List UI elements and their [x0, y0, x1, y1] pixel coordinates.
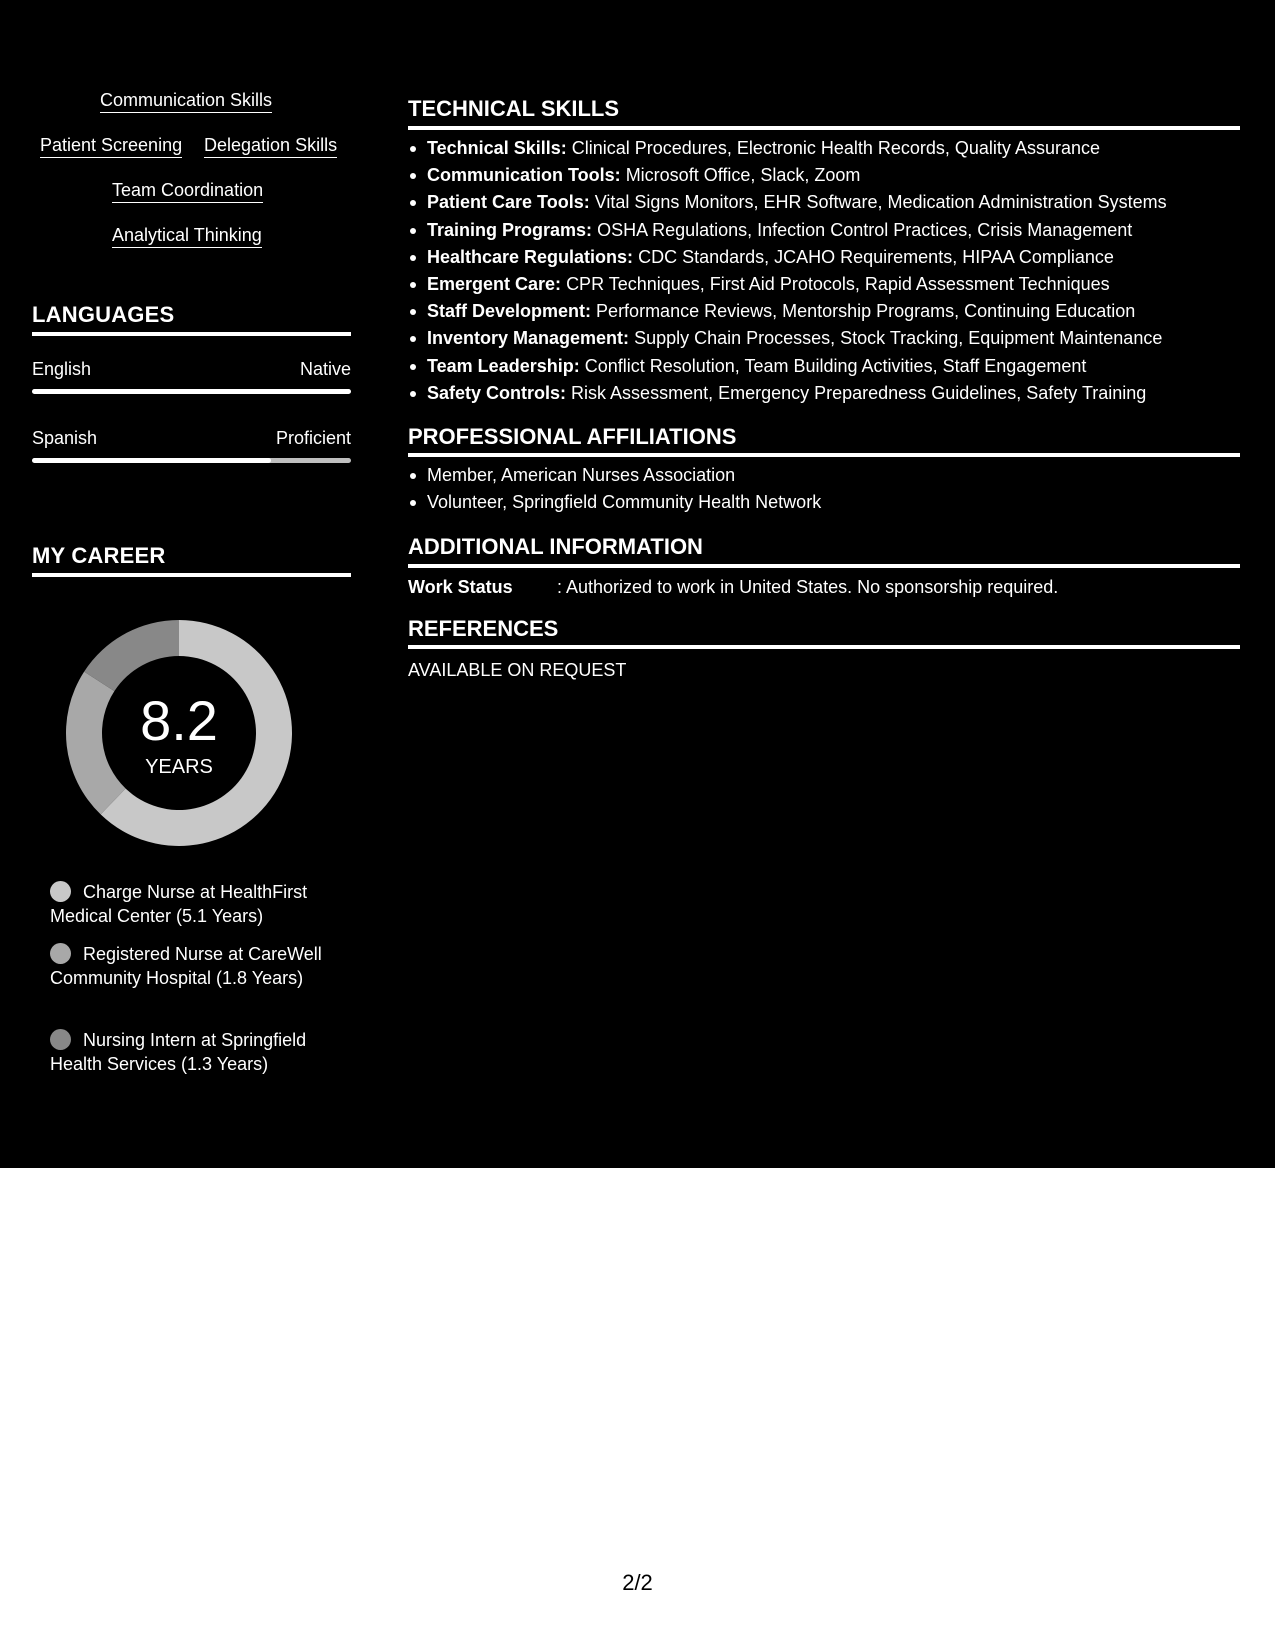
language-name: English	[32, 359, 92, 379]
list-item	[408, 135, 1240, 162]
career-donut-chart	[66, 620, 292, 846]
skill-category-label: Patient Care Tools:	[427, 192, 590, 213]
affiliations-divider	[408, 453, 1240, 457]
references-heading: REFERENCES	[408, 616, 559, 641]
career-legend-label: Nursing Intern at Springfield Health Services (1.3 Years)	[50, 1030, 307, 1074]
skill-category-label: Staff Development:	[427, 301, 592, 322]
career-divider	[32, 573, 351, 577]
list-item	[408, 244, 1240, 271]
career-donut-segment	[66, 672, 126, 815]
sidebar	[0, 0, 382, 1168]
skill-category-label: Healthcare Regulations:	[427, 246, 634, 267]
references-divider	[408, 645, 1240, 649]
career-legend-item	[50, 1028, 330, 1076]
affiliations-heading: PROFESSIONAL AFFILIATIONS	[408, 424, 737, 449]
technical-skills-divider	[408, 126, 1240, 130]
skill-category-text: OSHA Regulations, Infection Control Practices, Crisis Management	[597, 219, 1133, 240]
skill-category-label: Safety Controls:	[427, 382, 567, 403]
skill-category-label: Team Leadership:	[427, 355, 580, 376]
list-item: Volunteer, Springfield Community Health Network	[408, 489, 1240, 516]
skill-category-text: Vital Signs Monitors, EHR Software, Medication Administration Systems	[594, 192, 1167, 213]
languages-heading: LANGUAGES	[32, 302, 175, 327]
skill-tag: Patient Screening	[40, 134, 182, 158]
skill-category-label: Emergent Care:	[427, 274, 562, 295]
skill-category-label: Technical Skills:	[427, 138, 567, 158]
career-heading: MY CAREER	[32, 543, 166, 568]
references-text: AVAILABLE ON REQUEST	[408, 660, 627, 680]
language-proficiency-fill	[32, 389, 351, 394]
skill-category-text: Supply Chain Processes, Stock Tracking, Equipment Maintenance	[634, 328, 1163, 349]
languages-divider	[32, 332, 351, 336]
skill-category-text: Clinical Procedures, Electronic Health Records, Quality Assurance	[571, 138, 1100, 158]
skill-category-text: CDC Standards, JCAHO Requirements, HIPAA Compliance	[638, 246, 1114, 267]
skill-category-text: Performance Reviews, Mentorship Programs, Continuing Education	[596, 301, 1136, 322]
work-status-value: : Authorized to work in United States. No sponsorship required.	[557, 577, 1059, 597]
skill-category-text: Conflict Resolution, Team Building Activities, Staff Engagement	[584, 355, 1087, 376]
language-proficiency-bar	[32, 389, 351, 394]
career-legend-item	[50, 880, 330, 928]
affiliations-list	[408, 462, 1240, 516]
career-legend-dot	[50, 1029, 71, 1050]
list-item	[408, 189, 1240, 216]
career-total-unit: YEARS	[145, 756, 213, 778]
skill-tag: Delegation Skills	[204, 134, 337, 158]
technical-skills-list	[408, 135, 1240, 407]
skill-category-text: CPR Techniques, First Aid Protocols, Rapid Assessment Techniques	[566, 274, 1110, 295]
career-legend-dot	[50, 943, 71, 964]
additional-info-divider	[408, 564, 1240, 568]
work-status-label: Work Status	[408, 577, 513, 597]
list-item	[408, 380, 1240, 407]
page-number: 2/2	[622, 1570, 653, 1595]
list-item	[408, 217, 1240, 244]
skill-category-label: Communication Tools:	[427, 165, 621, 186]
list-item	[408, 162, 1240, 189]
list-item	[408, 271, 1240, 298]
language-level: Proficient	[275, 428, 351, 448]
career-legend-item	[50, 942, 330, 990]
list-item	[408, 353, 1240, 380]
career-legend-label: Registered Nurse at CareWell Community Hospital (1.8 Years)	[50, 944, 322, 988]
skill-tag: Analytical Thinking	[112, 224, 262, 248]
skill-category-text: Microsoft Office, Slack, Zoom	[625, 165, 861, 186]
additional-info-heading: ADDITIONAL INFORMATION	[408, 534, 703, 559]
skill-tag: Team Coordination	[112, 179, 263, 203]
language-level: Native	[299, 359, 351, 379]
language-name: Spanish	[32, 428, 98, 448]
list-item: Member, American Nurses Association	[408, 462, 1240, 489]
career-donut-segment	[84, 620, 179, 691]
language-proficiency-fill	[32, 458, 271, 463]
language-proficiency-bar	[32, 458, 351, 463]
career-legend-dot	[50, 881, 71, 902]
career-total-value: 8.2	[140, 689, 218, 752]
career-legend-label: Charge Nurse at HealthFirst Medical Center (5.1 Years)	[50, 882, 308, 926]
main-column	[408, 0, 1240, 1168]
technical-skills-heading: TECHNICAL SKILLS	[408, 96, 620, 121]
list-item	[408, 298, 1240, 325]
skill-category-label: Training Programs:	[427, 219, 593, 240]
list-item	[408, 325, 1240, 352]
skill-tag: Communication Skills	[100, 89, 272, 113]
skill-category-label: Inventory Management:	[427, 328, 630, 349]
skill-category-text: Risk Assessment, Emergency Preparedness Guidelines, Safety Training	[571, 382, 1147, 403]
